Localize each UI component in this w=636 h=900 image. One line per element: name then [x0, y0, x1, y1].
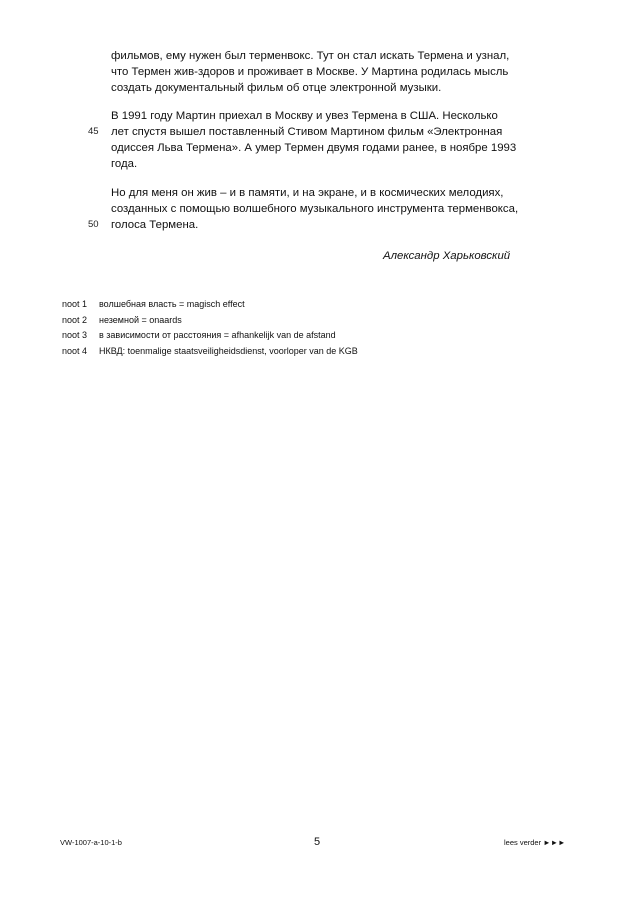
text-line: Но для меня он жив – и в памяти, и на экране, и в космических мелодиях,: [111, 187, 504, 199]
text-line: лет спустя вышел поставленный Стивом Мартином фильм «Электронная: [111, 126, 503, 138]
text-line: года.: [111, 158, 138, 170]
footnote-label: noot 3: [62, 330, 88, 340]
line-number-50: 50: [88, 219, 99, 230]
text-line: фильмов, ему нужен был терменвокс. Тут он стал искать Термена и узнал,: [111, 50, 510, 62]
text-line: что Термен жив-здоров и проживает в Москве. У Мартина родилась мысль: [111, 66, 509, 78]
footnote-4: [62, 345, 358, 357]
continue-link: lees verder ►►►: [504, 838, 566, 847]
footnote-1: [62, 298, 245, 310]
footnote-text: НКВД: toenmalige staatsveiligheidsdienst, voorloper van de KGB: [99, 346, 358, 356]
footnote-label: noot 2: [62, 315, 88, 325]
footer-code: VW-1007-a-10-1-b: [60, 838, 122, 847]
text-line: созданных с помощью волшебного музыкального инструмента терменвокса,: [111, 203, 519, 215]
footnote-label: noot 4: [62, 346, 88, 356]
text-line: одиссея Льва Термена». А умер Термен двумя годами ранее, в ноябре 1993: [111, 142, 517, 154]
footnote-text: волшебная власть = magisch effect: [99, 299, 245, 309]
text-line: В 1991 году Мартин приехал в Москву и увез Термена в США. Несколько: [111, 110, 498, 122]
footnote-text: неземной = onaards: [99, 315, 182, 325]
text-line: голоса Термена.: [111, 219, 199, 231]
author-signature: Александр Харьковский: [383, 250, 511, 262]
line-number-45: 45: [88, 126, 99, 137]
footnote-label: noot 1: [62, 299, 88, 309]
footnote-2: [62, 314, 182, 326]
footnote-3: [62, 329, 336, 341]
page-number: 5: [314, 836, 321, 848]
text-line: создать документальный фильм об отце электронной музыки.: [111, 82, 442, 94]
footnote-text: в зависимости от расстояния = afhankelijk van de afstand: [99, 330, 336, 340]
